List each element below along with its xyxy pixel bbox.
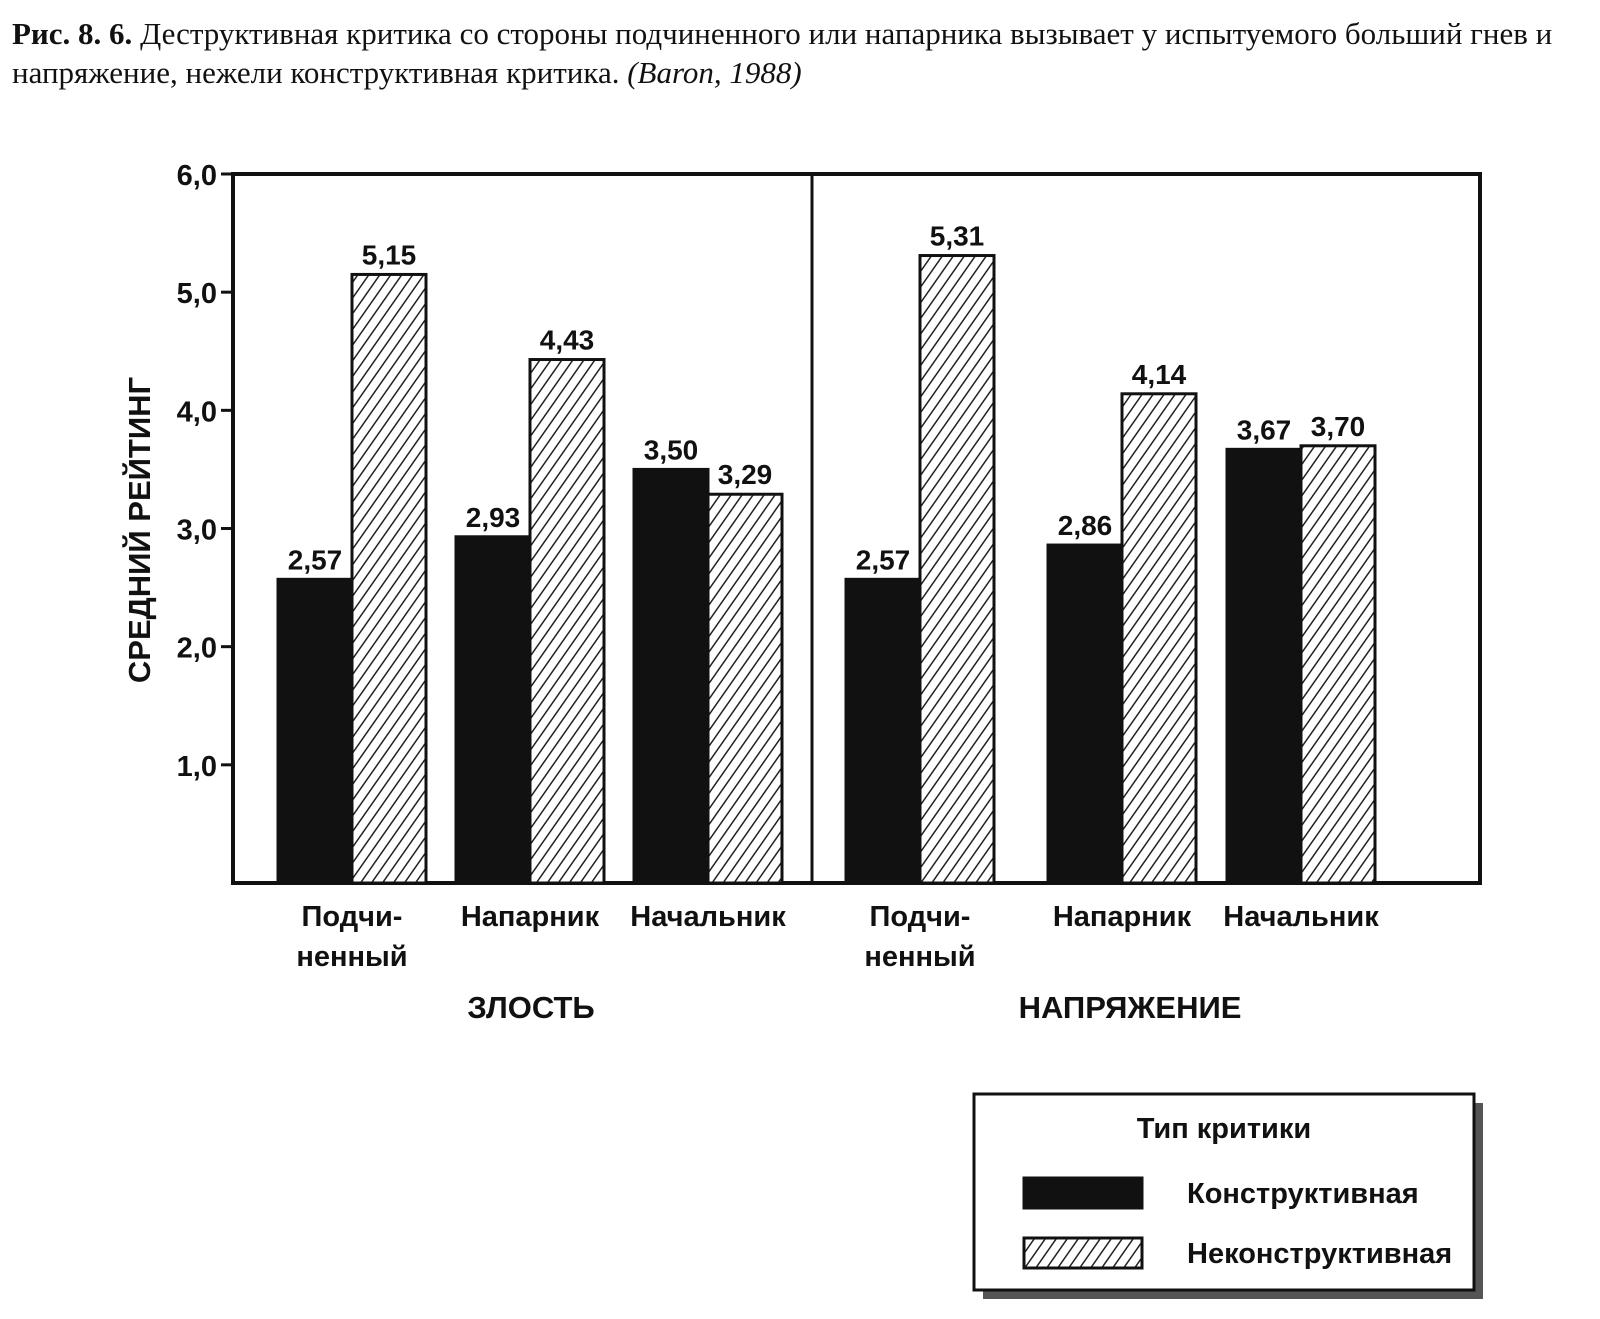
bar-value-label: 3,50 [643, 434, 699, 466]
bar-constructive [456, 537, 530, 883]
category-label: Подчи- [301, 901, 403, 933]
legend-swatch-destructive [1024, 1238, 1142, 1268]
y-tick-label: 1,0 [176, 750, 217, 783]
bar-constructive [1048, 545, 1122, 883]
category-label: Начальник [1223, 901, 1379, 933]
bar-value-label: 5,15 [361, 239, 417, 271]
caption-text: Деструктивная критика со стороны подчиненного или напарника вызывает у испытуемого больший гнев и напряжение, нежели конструктивная критика. [12, 16, 1553, 90]
bar-value-label: 3,29 [717, 459, 773, 491]
bar-destructive [920, 256, 994, 883]
bar-value-label: 5,31 [929, 220, 985, 252]
bar-destructive [708, 494, 782, 883]
bar-constructive [1227, 449, 1301, 883]
bar-destructive [1122, 394, 1196, 883]
bar-destructive [352, 274, 426, 883]
bar-value-label: 3,67 [1236, 414, 1292, 446]
category-label: Напарник [460, 901, 600, 933]
legend-item-label: Конструктивная [1187, 1178, 1419, 1210]
caption-citation: (Baron, 1988) [627, 55, 802, 90]
category-label: Начальник [630, 901, 786, 933]
bar-destructive [530, 360, 604, 883]
bar-value-label: 4,14 [1131, 358, 1187, 390]
bar-value-label: 2,57 [287, 544, 343, 576]
y-axis-label: СРЕДНИЙ РЕЙТИНГ [122, 376, 157, 684]
category-label: ненный [296, 941, 408, 973]
y-tick-label: 6,0 [176, 160, 217, 192]
group-label: ЗЛОСТЬ [467, 990, 595, 1025]
bar-constructive [634, 469, 708, 883]
y-tick-label: 5,0 [176, 278, 217, 311]
bar-destructive [1301, 446, 1375, 883]
bar-value-label: 3,70 [1310, 410, 1366, 442]
legend-title: Тип критики [1136, 1113, 1312, 1145]
category-label: ненный [864, 941, 976, 973]
legend-item-label: Неконструктивная [1187, 1238, 1453, 1270]
y-tick-label: 3,0 [176, 514, 217, 547]
bar-constructive [846, 579, 920, 883]
bar-value-label: 4,43 [539, 324, 595, 356]
bar-value-label: 2,93 [465, 501, 521, 533]
group-label: НАПРЯЖЕНИЕ [1018, 990, 1242, 1025]
bar-constructive [278, 579, 352, 883]
legend-swatch-constructive [1024, 1178, 1142, 1208]
figure-label: Рис. 8. 6. [12, 16, 133, 51]
bar-value-label: 2,57 [855, 544, 911, 576]
category-label: Напарник [1052, 901, 1192, 933]
category-label: Подчи- [869, 901, 971, 933]
bar-value-label: 2,86 [1057, 510, 1113, 542]
y-tick-label: 4,0 [176, 396, 217, 429]
y-tick-label: 2,0 [176, 632, 217, 665]
